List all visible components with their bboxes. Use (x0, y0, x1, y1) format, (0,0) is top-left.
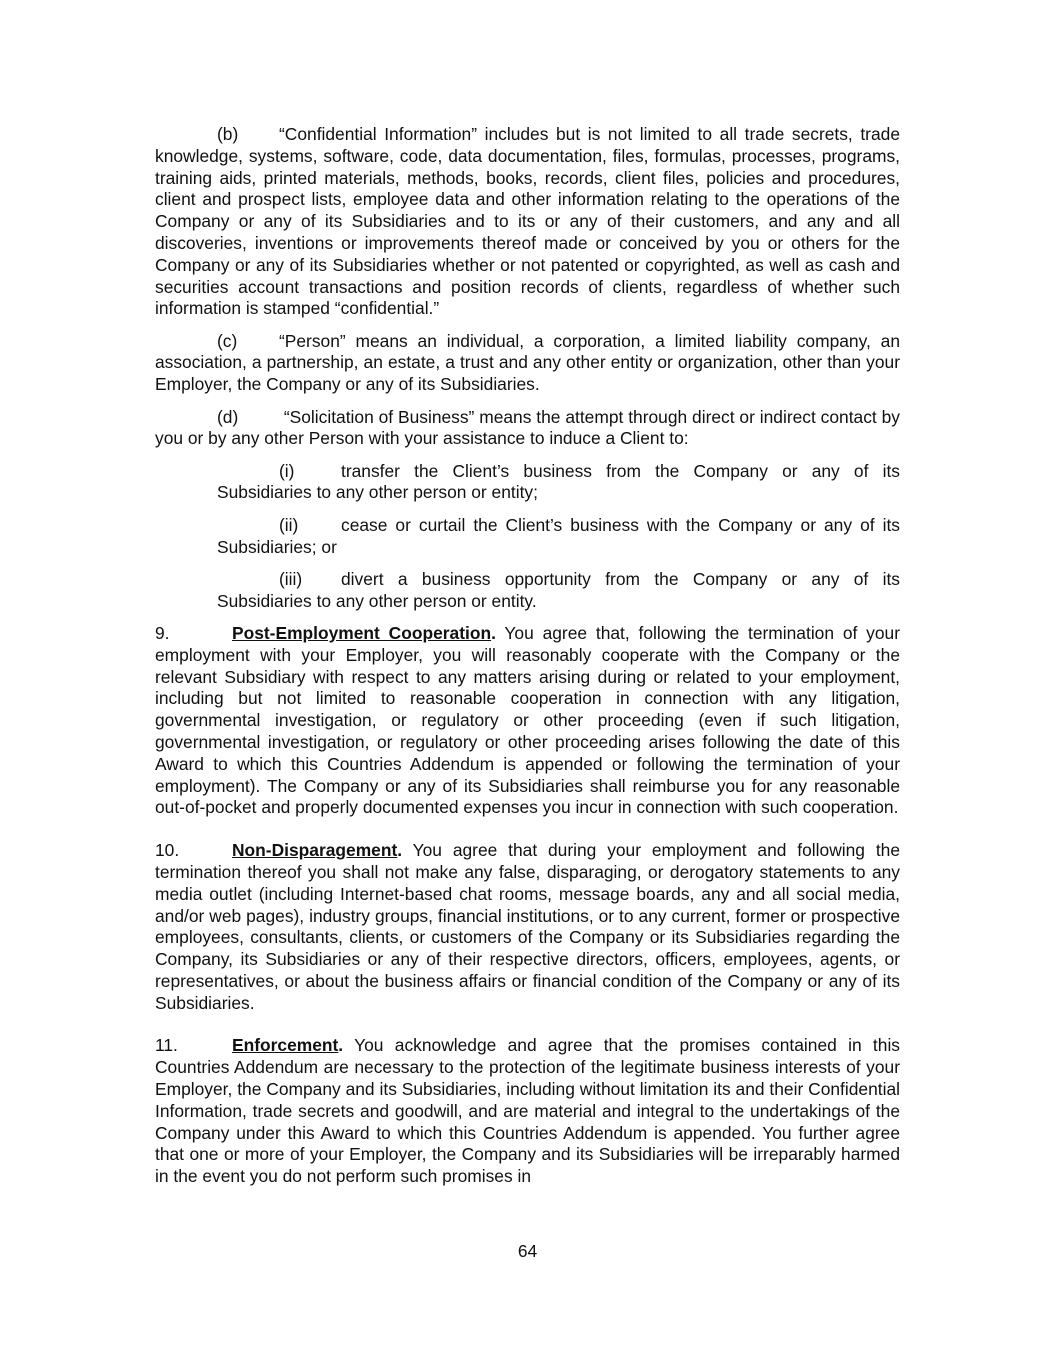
section-9 (155, 623, 900, 819)
clause-d-ii (217, 515, 900, 559)
section-10 (155, 840, 900, 1014)
clause-d-iii (217, 569, 900, 613)
section-9-heading-dot: . (491, 622, 496, 643)
page-number: 64 (517, 1241, 538, 1261)
clause-d-iii-text: divert a business opportunity from the Company or any of its Subsidiaries to any other person or entity. (217, 568, 900, 611)
section-11 (155, 1035, 900, 1188)
section-9-heading: Post-Employment Cooperation (232, 622, 492, 643)
clause-b (155, 124, 900, 320)
section-11-number: 11. (155, 1035, 178, 1056)
section-10-heading-dot: . (397, 840, 403, 861)
clause-c-marker: (c) (217, 330, 238, 351)
section-10-text: You agree that during your employment and following the termination thereof you shall not make any false, disparaging, or derogatory statements to any media outlet (including Internet-based chat rooms, message boards, any and all social media, and/or web pages), industry groups, financial institutions, or to any current, former or prospective employees, consultants, clients, or customers of the Company or its Subsidiaries regarding the Company, its Subsidiaries or any of their respective directors, officers, employees, agents, or representatives, or about the business affairs or financial condition of the Company or any of its Subsidiaries. (155, 840, 900, 1013)
clause-b-marker: (b) (217, 124, 239, 144)
clause-d-ii-marker: (ii) (279, 514, 299, 535)
section-9-text: You agree that, following the termination of your employment with your Employer, you will reasonably cooperate with the Company or the relevant Subsidiary with respect to any matters arising during or related to your employment, including but not limited to reasonable cooperation in connection with any litigation, governmental investigation, or regulatory or other proceeding (even if such litigation, governmental investigation, or regulatory or other proceeding arises following the date of this Award to which this Countries Addendum is appended or following the termination of your employment). The Company or any of its Subsidiaries shall reimburse you for any reasonable out-of-pocket and properly documented expenses you incur in connection with such cooperation. (155, 622, 900, 818)
section-11-heading-dot: . (338, 1035, 344, 1056)
clause-d-iii-marker: (iii) (279, 568, 303, 589)
section-11-text: You acknowledge and agree that the promises contained in this Countries Addendum are necessary to the protection of the legitimate business interests of your Employer, the Company and its Subsidiaries, including without limitation its and their Confidential Information, trade secrets and goodwill, and are material and integral to the undertakings of the Company under this Award to which this Countries Addendum is appended. You further agree that one or more of your Employer, the Company and its Subsidiaries will be irreparably harmed in the event you do not perform such promises in (155, 1035, 900, 1187)
clause-d-text: “Solicitation of Business” means the attempt through direct or indirect contact by you or by any other Person with your assistance to induce a Client to: (155, 406, 900, 449)
document-body (155, 124, 900, 1199)
section-9-number: 9. (155, 622, 170, 643)
clause-d-i (217, 461, 900, 505)
section-11-heading: Enforcement (232, 1035, 339, 1056)
section-10-heading: Non-Disparagement (232, 840, 398, 861)
clause-c (155, 331, 900, 396)
clause-d-ii-text: cease or curtail the Client’s business with the Company or any of its Subsidiaries; or (217, 514, 900, 557)
section-10-number: 10. (155, 840, 180, 861)
clause-b-text: “Confidential Information” includes but is not limited to all trade secrets, trade knowledge, systems, software, code, data documentation, files, formulas, processes, programs, training aids, printed materials, methods, books, records, client files, policies and procedures, client and prospect lists, employee data and other information relating to the operations of the Company or any of its Subsidiaries and to its or any of their customers, and any and all discoveries, inventions or improvements thereof made or conceived by you or others for the Company or any of its Subsidiaries whether or not patented or copyrighted, as well as cash and securities account transactions and position records of clients, regardless of whether such information is stamped “confidential.” (155, 124, 900, 319)
clause-d-marker: (d) (217, 406, 239, 427)
clause-c-text: “Person” means an individual, a corporation, a limited liability company, an association, a partnership, an estate, a trust and any other entity or organization, other than your Employer, the Company or any of its Subsidiaries. (155, 330, 900, 395)
clause-d-i-marker: (i) (279, 460, 295, 481)
clause-d (155, 407, 900, 451)
clause-d-i-text: transfer the Client’s business from the Company or any of its Subsidiaries to any other person or entity; (217, 460, 900, 503)
